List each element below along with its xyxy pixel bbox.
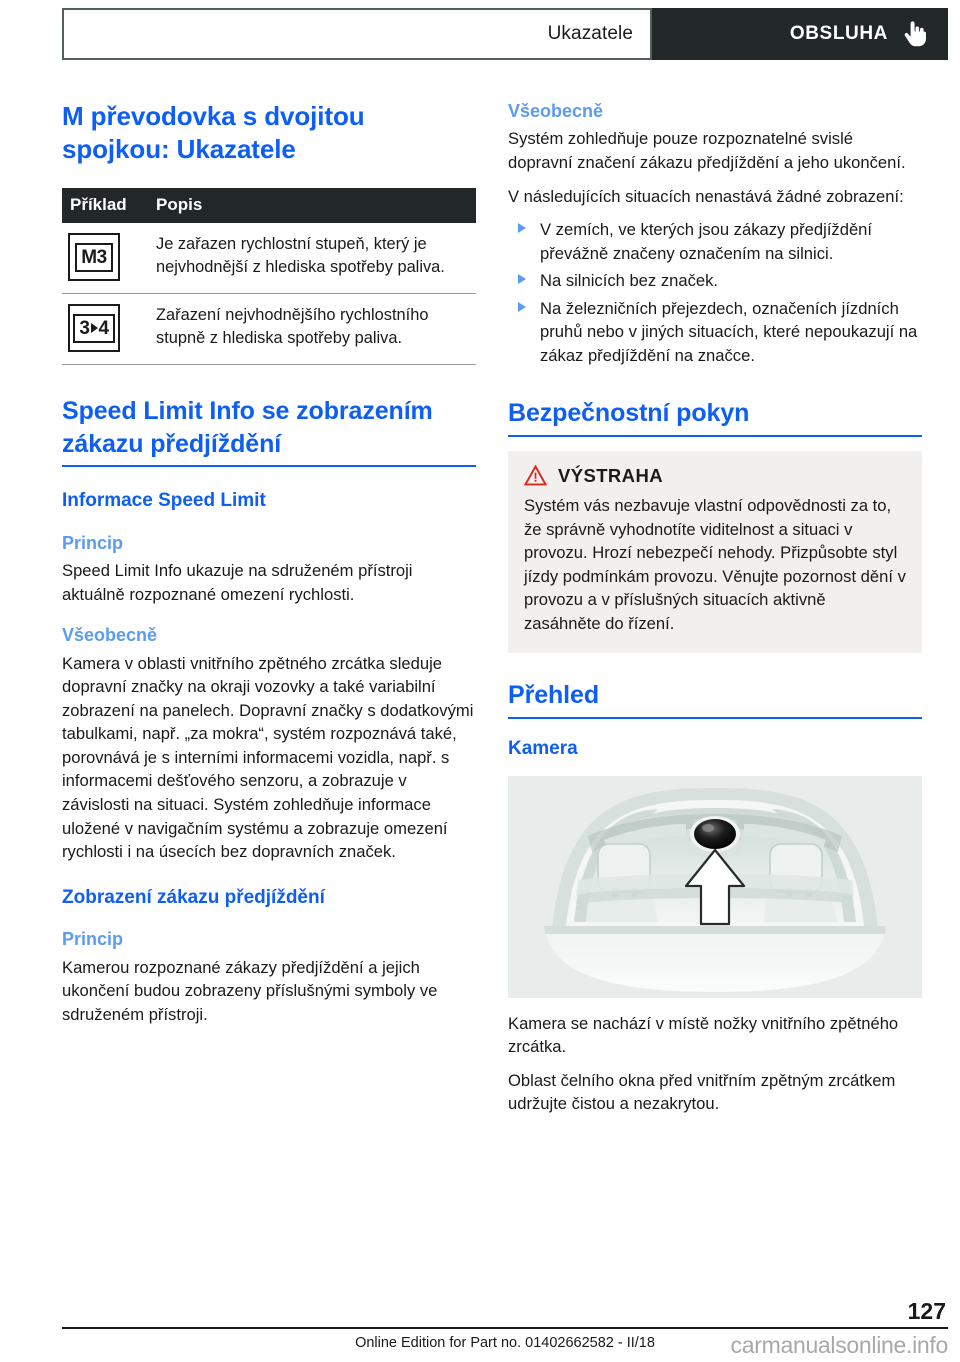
table-header-row <box>62 188 476 223</box>
spacer <box>508 1059 922 1069</box>
left-column <box>62 100 476 1026</box>
breadcrumb <box>62 8 652 60</box>
table-cell-description: Je zařazen rychlostní stupeň, který je nejvhodnější z hlediska spotřeby paliva. <box>148 223 476 294</box>
spacer <box>62 910 476 928</box>
section-heading-prehled: Přehled <box>508 679 922 719</box>
table-cell-icon <box>62 294 148 365</box>
footer-text-row <box>62 1329 948 1358</box>
paragraph-vseobecne-right-2: V následujících situacích nenastává žádné zobrazení: <box>508 186 904 206</box>
subsection-zobrazeni-zakazu: Zobrazení zákazu předjíždění <box>62 886 325 908</box>
list-item <box>508 218 922 265</box>
gear-indicator-m3 <box>68 233 120 281</box>
column-header-description: Popis <box>148 188 476 223</box>
pointing-hand-icon <box>904 21 926 47</box>
section-heading-speed-limit: Speed Limit Info se zobrazením zákazu předjíždění <box>62 395 476 467</box>
warning-box <box>508 451 922 653</box>
spacer <box>62 467 476 489</box>
page-header <box>62 8 948 60</box>
table-cell-description: Zařazení nejvhodnějšího rychlostního stupně z hlediska spotřeby paliva. <box>148 294 476 365</box>
column-header-example: Příklad <box>62 188 148 223</box>
list-item-label: V zemích, ve kterých jsou zákazy předjíždění převážně značeny označením na silnici. <box>540 220 873 263</box>
triangle-right-icon <box>91 323 98 333</box>
subsection-kamera: Kamera <box>508 737 578 759</box>
paragraph-princip-2: Kamerou rozpoznané zákazy předjíždění a jejich ukončení budou zobrazeny příslušnými symboly ve sdruženém přístroji. <box>62 957 438 1024</box>
paragraph-vseobecne-right-1: Systém zohledňuje pouze rozpoznatelné svislé dopravní značení zákazu předjíždění a jeho ukončení. <box>508 129 906 172</box>
spacer <box>508 437 922 451</box>
warning-header <box>524 465 906 487</box>
exclusion-list <box>508 218 922 367</box>
table-cell-icon <box>62 223 148 294</box>
spacer <box>62 864 476 886</box>
spacer <box>508 719 922 737</box>
spacer <box>508 653 922 679</box>
spacer <box>508 371 922 397</box>
list-item <box>508 297 922 368</box>
minor-heading-vseobecne-left: Všeobecně <box>62 625 158 646</box>
spacer <box>62 514 476 532</box>
triangle-bullet-icon <box>518 223 526 233</box>
table-body <box>62 223 476 365</box>
spacer <box>508 998 922 1012</box>
table-row <box>62 294 476 365</box>
warning-label: VÝSTRAHA <box>558 464 663 486</box>
subsection-informace-speed-limit: Informace Speed Limit <box>62 490 266 512</box>
minor-heading-princip-1: Princip <box>62 532 124 553</box>
triangle-bullet-icon <box>518 302 526 312</box>
spacer <box>508 208 922 218</box>
breadcrumb-label: Ukazatele <box>547 23 633 44</box>
right-column <box>508 100 922 1116</box>
list-item-label: Na železničních přejezdech, označeních jízdních pruhů nebo v jiných situacích, které nepoukazují na zákaz předjíždění na značce. <box>540 298 918 365</box>
spacer <box>508 762 922 776</box>
gear-from-number: 3 <box>79 317 90 339</box>
section-tab-label: OBSLUHA <box>789 23 888 44</box>
warning-triangle-icon <box>524 465 547 486</box>
gear-to-number: 4 <box>98 317 109 339</box>
table-row <box>62 223 476 294</box>
paragraph-princip-1: Speed Limit Info ukazuje na sdruženém přístroji aktuálně rozpoznané omezení rychlosti. <box>62 561 413 604</box>
indicator-table <box>62 188 476 365</box>
page-title: M převodovka s dvojitou spojkou: Ukazatele <box>62 101 365 165</box>
section-tab[interactable] <box>652 8 948 60</box>
spacer <box>508 175 922 185</box>
minor-heading-princip-2: Princip <box>62 929 124 950</box>
page-number: 127 <box>907 1298 946 1324</box>
paragraph-vseobecne-left: Kamera v oblasti vnitřního zpětného zrcátka sleduje dopravní značky na okraji vozovky a také variabilní zobrazení na panelech. Dopravní značky s dodatkovými tabulkami, např. „za mokra“, systém rozpoznává také, porovnává je s interními informacemi vozidla, např. s informacemi dešťového senzoru, a zobrazuje v závislosti na situaci. Systém zohledňuje informace uložené v navigačním systému a zobrazuje omezení rychlosti i na úsecích bez dopravních značek. <box>62 653 474 862</box>
gear-indicator-m3-label: M3 <box>75 243 112 272</box>
gear-shift-3-to-4 <box>68 304 120 352</box>
spacer <box>62 365 476 395</box>
gear-shift-3-to-4-label <box>73 314 114 343</box>
list-item <box>508 269 922 293</box>
table-header <box>62 188 476 223</box>
section-heading-bezpecnostni-pokyn: Bezpečnostní pokyn <box>508 397 922 437</box>
watermark: carmanualsonline.info <box>730 1332 948 1358</box>
spacer <box>62 606 476 624</box>
page-footer <box>62 1298 948 1358</box>
warning-text: Systém vás nezbavuje vlastní odpovědnosti za to, že správně vyhodnotíte viditelnost a situaci v provozu. Hrozí nebezpečí nehody. Přizpůsobte styl jízdy podmínkám provozu. Věnujte pozornost dění v provozu a v příslušných situacích aktivně zasáhněte do řízení. <box>524 495 906 633</box>
triangle-bullet-icon <box>518 274 526 284</box>
illustration-caption-1: Kamera se nachází v místě nožky vnitřního zpětného zrcátka. <box>508 1013 899 1057</box>
minor-heading-vseobecne-right: Všeobecně <box>508 101 604 121</box>
list-item-label: Na silnicích bez značek. <box>540 271 719 291</box>
windshield-camera-illustration <box>508 776 922 998</box>
illustration-caption-2: Oblast čelního okna před vnitřním zpětným zrcátkem udržujte čistou a nezakrytou. <box>508 1070 896 1114</box>
edition-line: Online Edition for Part no. 01402662582 - II/18 <box>355 1335 655 1351</box>
